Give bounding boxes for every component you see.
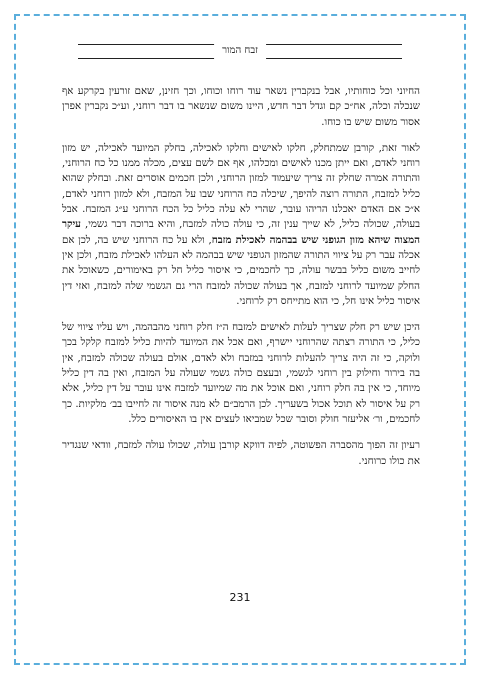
page-number: 231 — [229, 591, 251, 604]
paragraph — [62, 320, 420, 427]
running-header — [78, 42, 402, 60]
text-run: החיוני וכל כוחותיו, אבל בנקברין נשאר עוד רוחו וכוחו, וכך חזינן, שאם זורעין בקרקע אף שנכלה וכלה, אח״כ קם וגדל דבר חדש, היינו משום שנשאר בו דבר רוחני, וע״כ נקברין אפרן אסור משום שיש בו כוחו. — [62, 86, 420, 128]
text-run: , ולא על כח הרוחני שיש בה, לכן אם אכלה עבר רק על ציווי התורה שהמזון הגופני שיש בבהמה לא העלהו לאכילת מזבח, ולכן אין לחייב משום כליל בבשר עולה, כך לחכמים, כי איסור כליל חל רק באימורים, כשאוכל את החלק שמיועד לרוחני למזבח, אך בעולה שכולה למזבח הרי גם הגשמי שלה למזבח, ואזי דין איסור כליל אינו חל, כי הוא מתייחס רק לרוחני. — [61, 234, 420, 307]
emphasized-text: עיקר המצוה שיהא מזון הגופני שיש בבהמה לאכילת מזבח — [62, 218, 420, 246]
text-run: לאור זאת, קורבן שמתחלק, חלקו לאישים וחלקו לאכילה, בחלק המיועד לאכילה, יש מזון רוחני לאדם, ואם ייתן מכנו לאישים ומכלהו, אף אם לשם עצים, מכלה ממנו כל כח הרוחני, והתורה אמרה שחלק זה צריך שיעמוד למזון הרוחני, ולכן חכמים אוסרים זאת. ובחלק שהוא כליל למזבח, התורה רוצה להיפך, שיכלה כח הרוחני שבו על המזבח, ולא למזון רוחני לאדם, א״כ אם האדם יאכלנו הריהו עובר, שהרי לא עלה כליל כל הכח הרוחני ע״ג המזבח. אבל בעולה, שכולה כליל, לא שייך ענין זה, כי עולה כולה למזבח, והיא ברוכה דבר גשמי, — [62, 142, 420, 231]
body-text — [62, 84, 420, 480]
header-title: זבח המור — [214, 42, 266, 60]
paragraph — [62, 438, 420, 469]
text-run: רעיון זה הפוך מהסברה הפשוטה, לפיה דווקא קורבן עולה, שכולו עולה למזבח, וודאי שנגדיר את כולו כרוחני. — [62, 440, 420, 467]
paragraph — [62, 141, 420, 309]
paragraph — [62, 84, 420, 130]
text-run: היכן שיש רק חלק שצריך לעלות לאישים למזבח ה״ז חלק רוחני מהבהמה, ויש עליו ציווי של כליל, כי התורה רצתה שהרוחני יישרף, ואם אכל את המיועד להיות כליל למזבח קלקל בכך ולוקה, כי זה היה צריך להעלות לרוחני במזבח ולא לאדם, אולם בעולה שכולה למזבח, אין בה בירור וחילוק בין רוחני לגשמי, ובעצם כולה גשמי שעולה על המזבח, ואין בה דין כליל מיוחד, כי אין בה חלק רוחני, ואם אוכל את מה שמיועד למזבח אינו עובר על דין כליל, אלא רק על איסור לא תוכל אכול בשעריך. לכן הרמב״ם לא מנה איסור זה לחייבו בב׳ מלקיות. כך לחכמים, ור׳ אליעזר חולק וסובר שכל שמביאו לעצים אין בו האיסורים כלל. — [62, 322, 420, 425]
